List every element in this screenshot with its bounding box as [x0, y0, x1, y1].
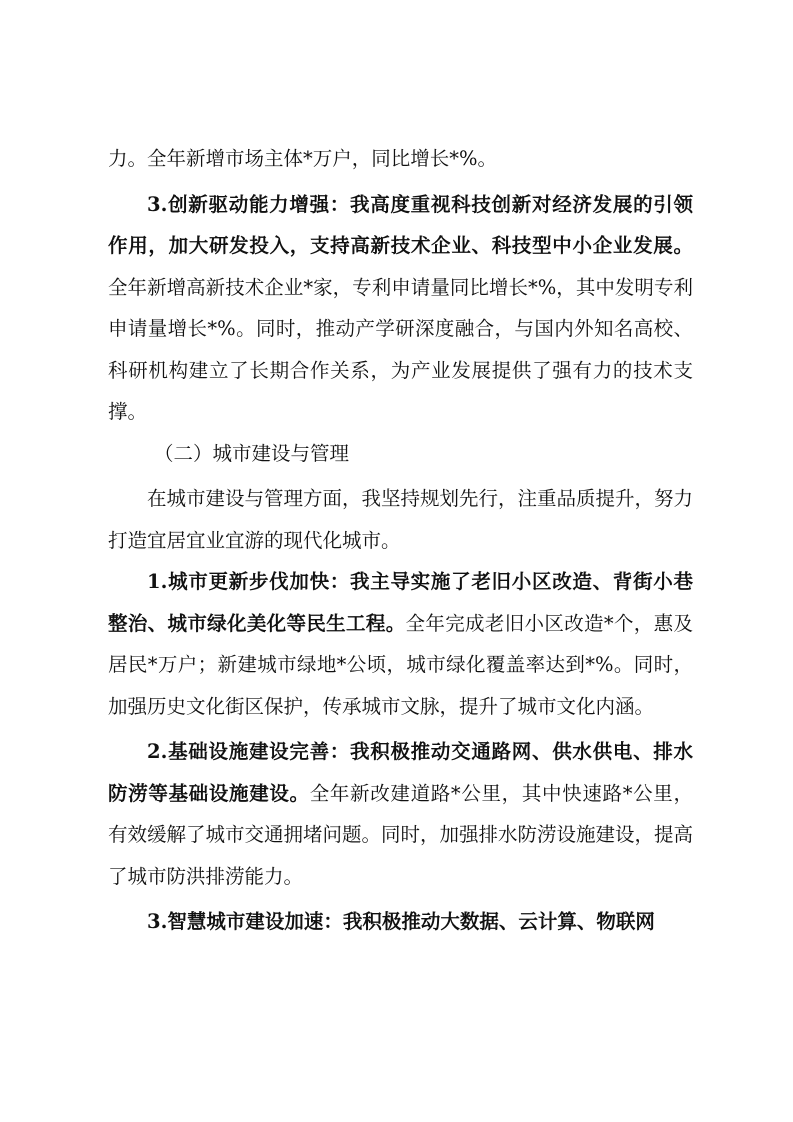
paragraph-infrastructure: [108, 731, 693, 897]
paragraph-lead-urban-renewal: 1.城市更新步伐加快：我主导实施了老旧小区改造、背街小巷整治、城市绿化美化等民生工程。: [108, 570, 693, 635]
document-body: [108, 138, 693, 943]
paragraph-lead-innovation: 3.创新驱动能力增强：我高度重视科技创新对经济发展的引领作用，加大研发投入，支持高新技术企业、科技型中小企业发展。: [108, 192, 693, 257]
paragraph-lead-infrastructure: 2.基础设施建设完善：我积极推动交通路网、供水供电、排水防涝等基础设施建设。: [108, 740, 693, 805]
paragraph-continuation: 力。全年新增市场主体*万户，同比增长*%。: [108, 147, 498, 170]
paragraph-body-infrastructure: 全年新改建道路*公里，其中快速路*公里，有效缓解了城市交通拥堵问题。同时，加强排水防涝设施建设，提高了城市防洪排涝能力。: [108, 781, 694, 888]
section-heading-urban: （二）城市建设与管理: [154, 441, 350, 465]
paragraph-urban-renewal: [108, 561, 693, 727]
paragraph-body-urban-renewal: 全年完成老旧小区改造*个，惠及居民*万户；新建城市绿地*公顷，城市绿化覆盖率达到*%。同时，加强历史文化街区保护，传承城市文脉，提升了城市文化内涵。: [108, 611, 693, 718]
paragraph-lead-smart-city: 3.智慧城市建设加速：我积极推动大数据、云计算、物联网: [147, 910, 655, 933]
paragraph-body-innovation: 全年新增高新技术企业*家，专利申请量同比增长*%，其中发明专利申请量增长*%。同时，推动产学研深度融合，与国内外知名高校、科研机构建立了长期合作关系，为产业发展提供了强有力的技术支撑。: [108, 275, 693, 423]
paragraph-innovation: [108, 184, 693, 433]
paragraph-urban-intro: 在城市建设与管理方面，我坚持规划先行，注重品质提升，努力打造宜居宜业宜游的现代化城市。: [108, 487, 694, 552]
paragraph-smart-city: [108, 901, 693, 943]
